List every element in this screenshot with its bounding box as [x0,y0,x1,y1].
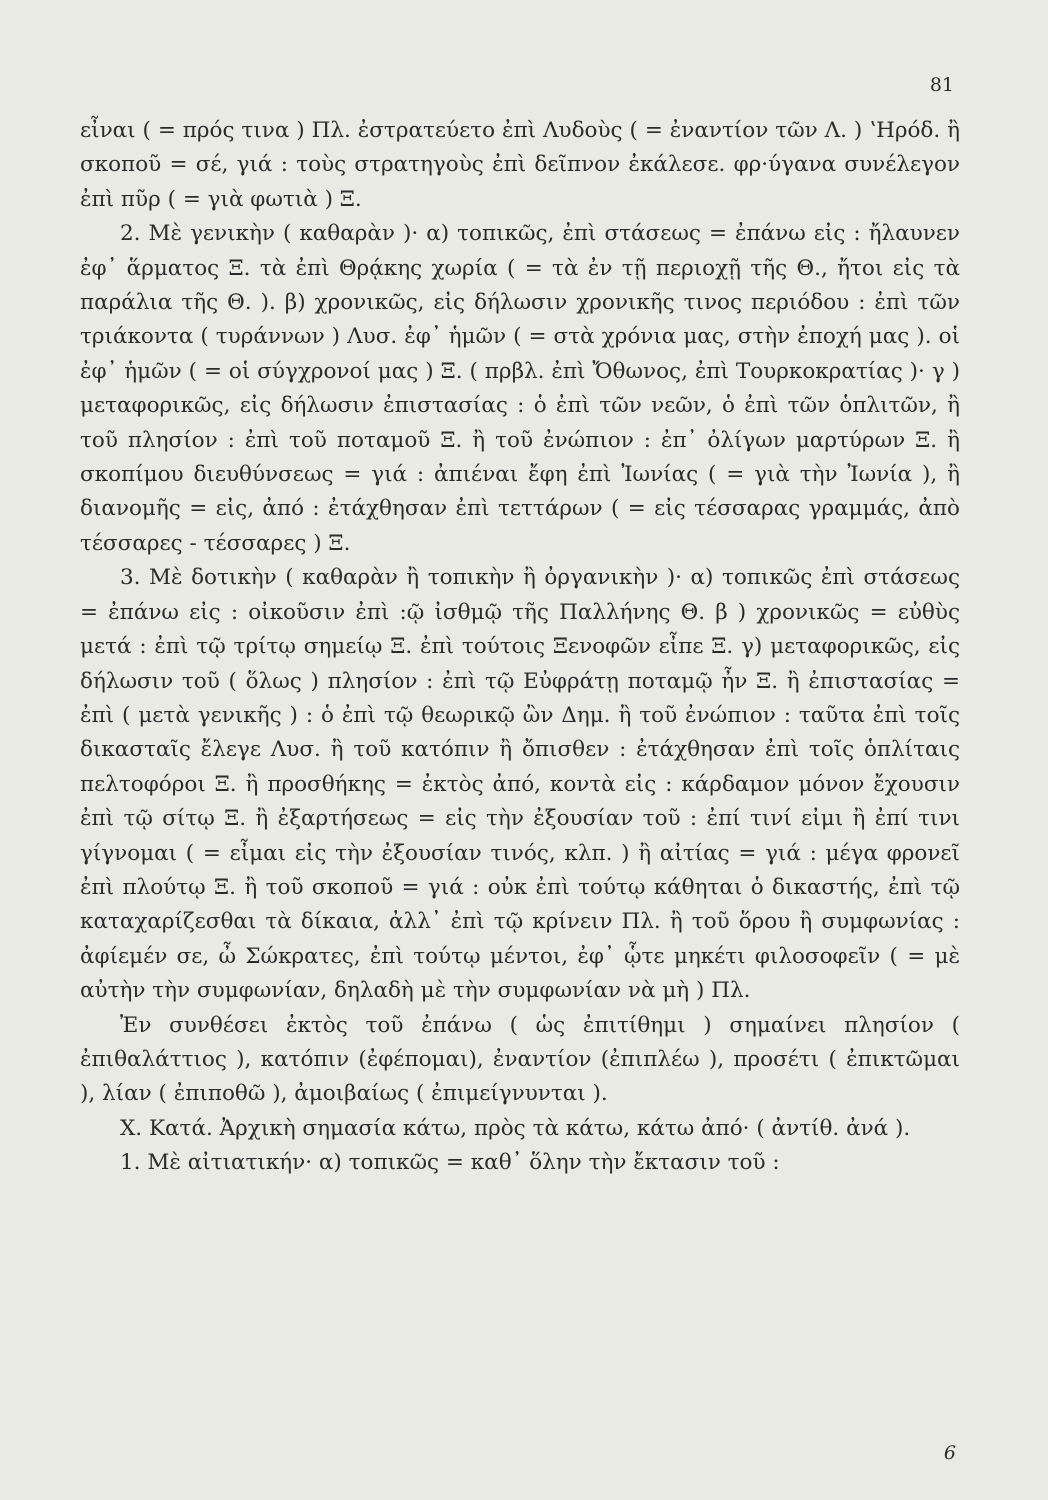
page-number: 81 [929,74,954,96]
paragraph-6: 1. Μὲ αἰτιατικήν· α) τοπικῶς = καθ᾽ ὅλην τὴν ἔκτασιν τοῦ : [120,1150,780,1176]
body-text [80,114,960,1181]
paragraph-1: εἶναι ( = πρός τινα ) Πλ. ἐστρατεύετο ἐπὶ Λυδοὺς ( = ἐναντίον τῶν Λ. ) ʽΗρόδ. ἢ σκοποῦ = σέ, γιά : τοὺς στρατηγοὺς ἐπὶ δεῖπνον ἐκάλεσε. φρ·ύγανα συνέλεγον ἐπὶ πῦρ ( = γιὰ φωτιὰ ) Ξ. [80,118,960,212]
paragraph-3: 3. Μὲ δοτικὴν ( καθαρὰν ἢ τοπικὴν ἢ ὀργανικὴν )· α) τοπικῶς ἐπὶ στάσεως = ἐπάνω εἰς : οἰκοῦσιν ἐπὶ :ῷ ἰσθμῷ τῆς Παλλήνης Θ. β ) χρονικῶς = εὐθὺς μετά : ἐπὶ τῷ τρίτῳ σημείῳ Ξ. ἐπὶ τούτοις Ξενοφῶν εἶπε Ξ. γ) μεταφορικῶς, εἰς δήλωσιν τοῦ ( ὅλως ) πλησίον : ἐπὶ τῷ Εὐφράτῃ ποταμῷ ἦν Ξ. ἢ ἐπιστασίας = ἐπὶ ( μετὰ γενικῆς ) : ὁ ἐπὶ τῷ θεωρικῷ ὢν Δημ. ἢ τοῦ ἐνώπιον : ταῦτα ἐπὶ τοῖς δικασταῖς ἔλεγε Λυσ. ἢ τοῦ κατόπιν ἢ ὄπισθεν : ἐτάχθησαν ἐπὶ τοῖς ὁπλίταις πελτοφόροι Ξ. ἢ προσθήκης = ἐκτὸς ἀπό, κοντὰ εἰς : κάρδαμον μόνον ἔχουσιν ἐπὶ τῷ σίτῳ Ξ. ἢ ἐξαρτήσεως = εἰς τὴν ἐξουσίαν τοῦ : ἐπί τινί εἰμι ἢ ἐπί τινι γίγνομαι ( = εἶμαι εἰς τὴν ἐξουσίαν τινός, κλπ. ) ἢ αἰτίας = γιά : μέγα φρονεῖ ἐπὶ πλούτῳ Ξ. ἢ τοῦ σκοποῦ = γιά : οὐκ ἐπὶ τούτῳ κάθηται ὁ δικαστής, ἐπὶ τῷ καταχαρίζεσθαι τὰ δίκαια, ἀλλ᾽ ἐπὶ τῷ κρίνειν Πλ. ἢ τοῦ ὅρου ἢ συμφωνίας : ἀφίεμέν σε, ὦ Σώκρατες, ἐπὶ τούτῳ μέντοι, ἐφ᾽ ᾧτε μηκέτι φιλοσοφεῖν ( = μὲ αὐτὴν τὴν συμφωνίαν, δηλαδὴ μὲ τὴν συμφωνίαν νὰ μὴ ) Πλ. [80,565,960,1004]
paragraph-4: Ἐν συνθέσει ἐκτὸς τοῦ ἐπάνω ( ὡς ἐπιτίθημι ) σημαίνει πλησίον ( ἐπιθαλάττιος ), κατόπιν (ἐφέπομαι), ἐναντίον (ἐπιπλέω ), προσέτι ( ἐπικτῶμαι ), λίαν ( ἐπιποθῶ ), ἀμοιβαίως ( ἐπιμείγνυνται ). [80,1012,960,1107]
paragraph-2: 2. Μὲ γενικὴν ( καθαρὰν )· α) τοπικῶς, ἐπὶ στάσεως = ἐπάνω εἰς : ἤλαυνεν ἐφ᾽ ἅρματος Ξ. τὰ ἐπὶ Θρᾴκης χωρία ( = τὰ ἐν τῇ περιοχῇ τῆς Θ., ἤτοι εἰς τὰ παράλια τῆς Θ. ). β) χρονικῶς, εἰς δήλωσιν χρονικῆς τινος περιόδου : ἐπὶ τῶν τριάκοντα ( τυράννων ) Λυσ. ἐφ᾽ ἡμῶν ( = στὰ χρόνια μας, στὴν ἐποχή μας ). οἱ ἐφ᾽ ἡμῶν ( = οἱ σύγχρονοί μας ) Ξ. ( πρβλ. ἐπὶ Ὄθωνος, ἐπὶ Τουρκοκρατίας )· γ ) μεταφορικῶς, εἰς δήλωσιν ἐπιστασίας : ὁ ἐπὶ τῶν νεῶν, ὁ ἐπὶ τῶν ὁπλιτῶν, ἢ τοῦ πλησίον : ἐπὶ τοῦ ποταμοῦ Ξ. ἢ τοῦ ἐνώπιον : ἐπ᾽ ὀλίγων μαρτύρων Ξ. ἢ σκοπίμου διευθύνσεως = γιά : ἀπιέναι ἔφη ἐπὶ Ἰωνίας ( = γιὰ τὴν Ἰωνία ), ἢ διανομῆς = εἰς, ἀπό : ἐτάχθησαν ἐπὶ τεττάρων ( = εἰς τέσσαρας γραμμάς, ἀπὸ τέσσαρες - τέσσαρες ) Ξ. [80,221,960,556]
paragraph-5: Χ. Κατά. Ἀρχικὴ σημασία κάτω, πρὸς τὰ κάτω, κάτω ἀπό· ( ἀντίθ. ἀνά ). [120,1115,911,1141]
signature-mark: 6 [943,1442,956,1464]
